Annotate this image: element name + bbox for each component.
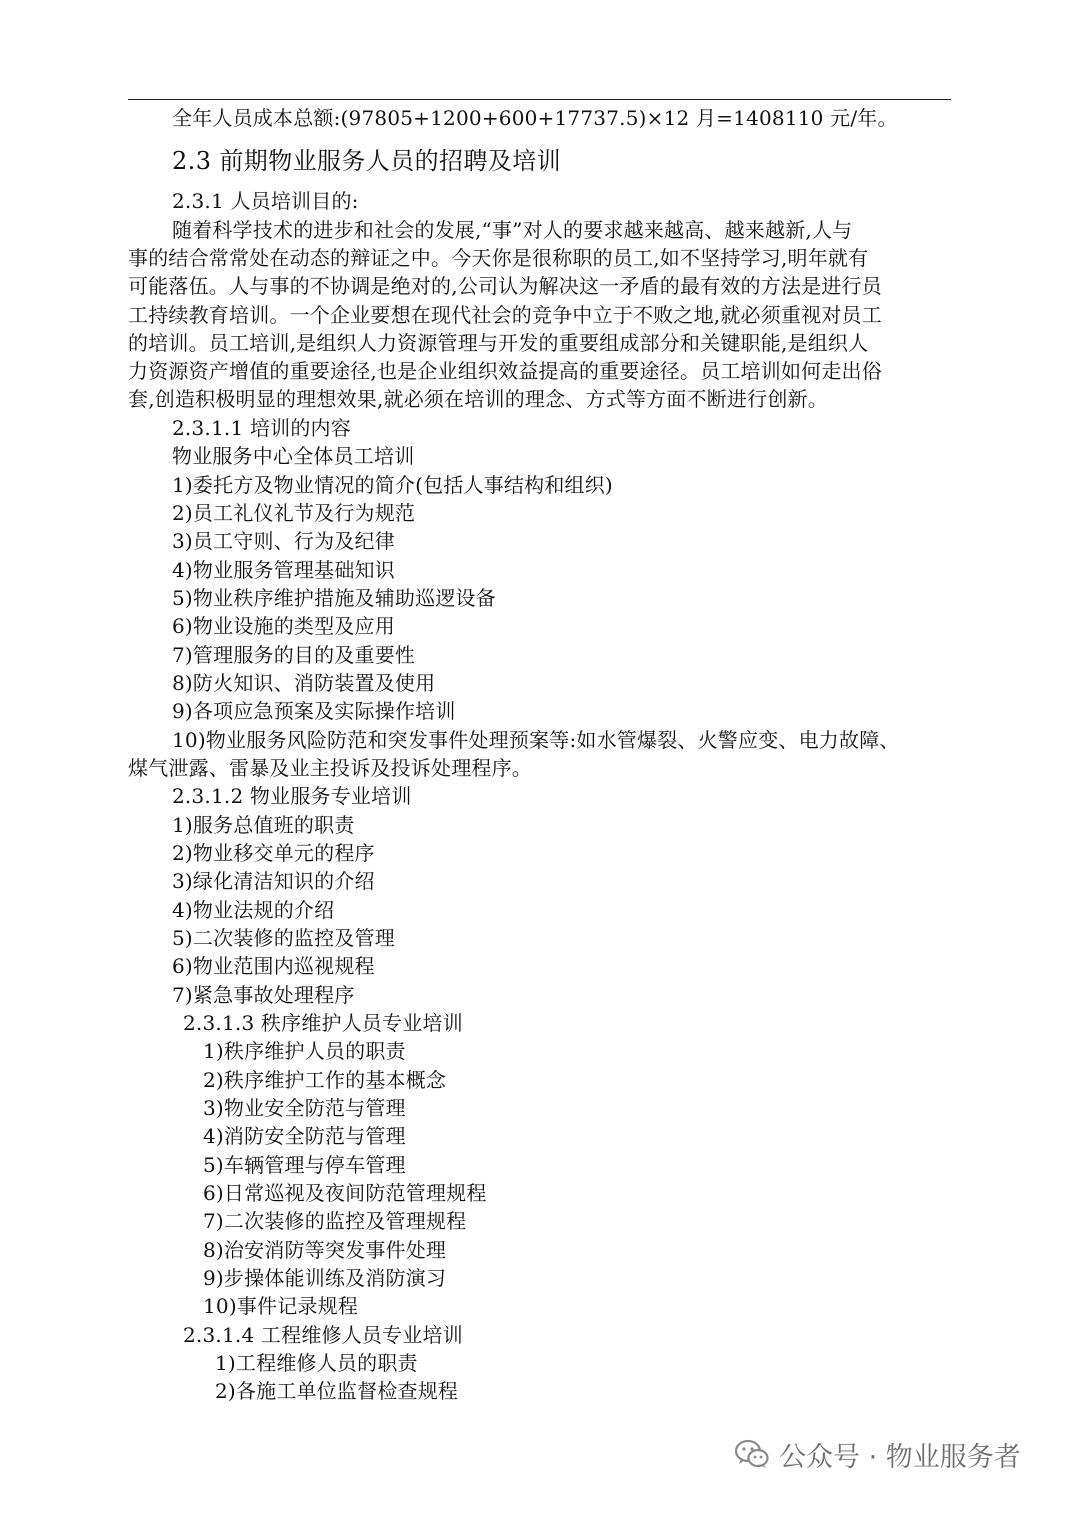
list-item: 5)物业秩序维护措施及辅助巡逻设备 bbox=[172, 586, 496, 610]
list-item: 2)员工礼仪礼节及行为规范 bbox=[172, 501, 416, 525]
heading-2-3-1-3: 2.3.1.3 秩序维护人员专业培训 bbox=[183, 1011, 463, 1035]
list-item: 7)紧急事故处理程序 bbox=[172, 983, 355, 1007]
watermark bbox=[735, 1434, 1021, 1474]
list-item: 7)管理服务的目的及重要性 bbox=[172, 643, 416, 667]
list-item: 4)消防安全防范与管理 bbox=[203, 1124, 406, 1148]
paragraph-line: 事的结合常常处在动态的辩证之中。今天你是很称职的员工,如不坚持学习,明年就有 bbox=[128, 246, 869, 270]
heading-2-3-1-1: 2.3.1.1 培训的内容 bbox=[172, 416, 351, 440]
list-item: 5)车辆管理与停车管理 bbox=[203, 1153, 406, 1177]
paragraph-line: 的培训。员工培训,是组织人力资源管理与开发的重要组成部分和关键职能,是组织人 bbox=[128, 331, 869, 355]
heading-2-3-1-4: 2.3.1.4 工程维修人员专业培训 bbox=[183, 1323, 463, 1347]
list-item: 7)二次装修的监控及管理规程 bbox=[203, 1209, 467, 1233]
list-item: 10)事件记录规程 bbox=[203, 1294, 359, 1318]
section-title: 2.3 前期物业服务人员的招聘及培训 bbox=[172, 147, 561, 175]
list-item: 10)物业服务风险防范和突发事件处理预案等:如水管爆裂、火警应变、电力故障、 bbox=[172, 728, 900, 752]
paragraph-line: 力资源资产增值的重要途径,也是企业组织效益提高的重要途径。员工培训如何走出俗 bbox=[128, 359, 882, 383]
list-item: 2)秩序维护工作的基本概念 bbox=[203, 1068, 447, 1092]
list-item: 6)日常巡视及夜间防范管理规程 bbox=[203, 1181, 487, 1205]
list-item: 1)秩序维护人员的职责 bbox=[203, 1039, 406, 1063]
list-item: 5)二次装修的监控及管理 bbox=[172, 926, 395, 950]
cost-total-line: 全年人员成本总额:(97805+1200+600+17737.5)×12 月=1408110 元/年。 bbox=[172, 106, 898, 130]
subheading-all-staff: 物业服务中心全体员工培训 bbox=[172, 444, 415, 468]
list-item: 9)各项应急预案及实际操作培训 bbox=[172, 699, 456, 723]
wechat-icon bbox=[735, 1439, 769, 1469]
list-item: 6)物业范围内巡视规程 bbox=[172, 954, 375, 978]
paragraph-line: 随着科学技术的进步和社会的发展,“事”对人的要求越来越高、越来越新,人与 bbox=[172, 218, 853, 242]
list-item: 1)工程维修人员的职责 bbox=[215, 1351, 418, 1375]
watermark-text: 公众号 · 物业服务者 bbox=[779, 1441, 1021, 1473]
list-item: 9)步操体能训练及消防演习 bbox=[203, 1266, 447, 1290]
list-item: 4)物业服务管理基础知识 bbox=[172, 558, 395, 582]
header-rule bbox=[128, 99, 951, 100]
list-item: 1)委托方及物业情况的简介(包括人事结构和组织) bbox=[172, 473, 613, 497]
list-item: 2)物业移交单元的程序 bbox=[172, 841, 375, 865]
list-item-continued: 煤气泄露、雷暴及业主投诉及投诉处理程序。 bbox=[128, 756, 532, 780]
list-item: 4)物业法规的介绍 bbox=[172, 898, 335, 922]
list-item: 3)员工守则、行为及纪律 bbox=[172, 529, 395, 553]
paragraph-line: 套,创造积极明显的理想效果,就必须在培训的理念、方式等方面不断进行创新。 bbox=[128, 387, 828, 411]
paragraph-line: 工持续教育培训。一个企业要想在现代社会的竞争中立于不败之地,就必须重视对员工 bbox=[128, 303, 882, 327]
heading-2-3-1-2: 2.3.1.2 物业服务专业培训 bbox=[172, 784, 412, 808]
list-item: 3)物业安全防范与管理 bbox=[203, 1096, 406, 1120]
list-item: 8)防火知识、消防装置及使用 bbox=[172, 671, 436, 695]
list-item: 6)物业设施的类型及应用 bbox=[172, 614, 395, 638]
heading-2-3-1: 2.3.1 人员培训目的: bbox=[172, 189, 359, 213]
list-item: 1)服务总值班的职责 bbox=[172, 813, 355, 837]
list-item: 8)治安消防等突发事件处理 bbox=[203, 1238, 447, 1262]
list-item: 2)各施工单位监督检查规程 bbox=[215, 1379, 459, 1403]
paragraph-line: 可能落伍。人与事的不协调是绝对的,公司认为解决这一矛盾的最有效的方法是进行员 bbox=[128, 274, 882, 298]
list-item: 3)绿化清洁知识的介绍 bbox=[172, 869, 375, 893]
